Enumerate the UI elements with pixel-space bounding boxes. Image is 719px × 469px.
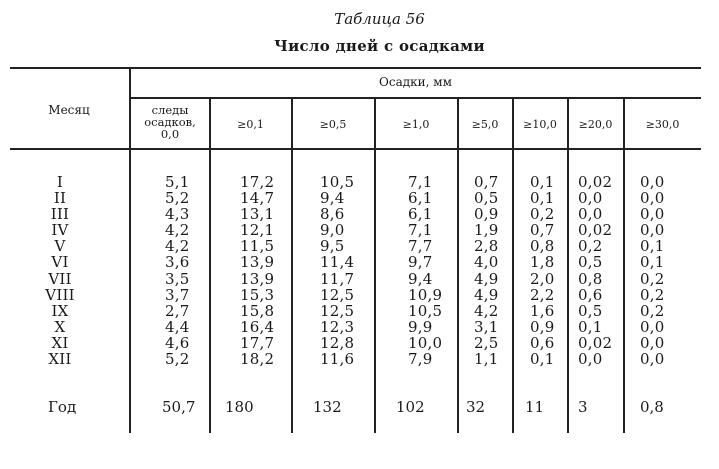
column-header-ge-0-1: ≥0,1: [237, 118, 264, 131]
column-header-traces: следы осадков, 0,0: [144, 103, 196, 141]
table-cell: 2,0: [530, 269, 555, 288]
column-divider: [567, 97, 569, 433]
column-divider: [623, 97, 625, 433]
table-cell: 15,8: [240, 301, 275, 320]
column-divider: [457, 97, 459, 433]
table-cell: 4,2: [165, 221, 190, 240]
ge-0-5-column: [320, 174, 354, 367]
table-cell: 0,9: [530, 317, 555, 336]
column-header-ge-1-0: ≥1,0: [402, 118, 430, 131]
table-cell: 15,3: [240, 285, 275, 304]
table-cell: 0,2: [640, 301, 665, 320]
table-cell: 6,1: [408, 205, 433, 224]
table-cell: 10,5: [408, 301, 443, 320]
table-cell: 4,3: [165, 205, 190, 224]
table-cell: 12,5: [320, 285, 355, 304]
table-cell: 0,0: [578, 205, 603, 224]
table-cell: 4,9: [474, 285, 499, 304]
table-cell: 1,9: [474, 221, 499, 240]
table-cell: 0,2: [578, 237, 603, 256]
column-divider: [512, 97, 514, 433]
year-total-ge-10-0: 11: [525, 398, 545, 416]
year-total-traces: 50,7: [162, 398, 196, 416]
table-cell: 0,02: [578, 333, 613, 352]
table-cell: 11,4: [320, 253, 355, 272]
table-cell: 6,1: [408, 189, 433, 208]
table-cell: 12,5: [320, 301, 355, 320]
table-cell: 5,2: [165, 350, 190, 369]
table-cell: 1,8: [530, 253, 555, 272]
ge-30-0-column: [640, 174, 664, 367]
table-cell: 3,5: [165, 269, 190, 288]
table-cell: 0,2: [640, 285, 665, 304]
table-cell: 9,0: [320, 221, 345, 240]
column-header-ge-10-0: ≥10,0: [523, 118, 557, 131]
traces-column: [165, 174, 189, 367]
table-cell: 17,2: [240, 173, 275, 191]
year-total-ge-5-0: 32: [466, 398, 486, 416]
table-cell: 10,9: [408, 285, 443, 304]
table-cell: 0,1: [530, 173, 555, 191]
year-total-ge-0-5: 132: [313, 398, 342, 416]
table-cell: 2,2: [530, 285, 555, 304]
table-cell: 0,8: [578, 269, 603, 288]
table-cell: 9,4: [408, 269, 433, 288]
table-cell: 13,9: [240, 269, 275, 288]
month-column: [30, 174, 90, 367]
month-label: V: [54, 237, 66, 256]
table-cell: 13,1: [240, 205, 275, 224]
table-cell: 8,6: [320, 205, 345, 224]
ge-5-0-column: [474, 174, 498, 367]
table-cell: 0,0: [578, 189, 603, 208]
column-divider: [374, 97, 376, 433]
table-number: Таблица 56: [334, 10, 425, 28]
table-cell: 0,1: [530, 189, 555, 208]
month-label: VIII: [45, 285, 75, 304]
column-header-ge-30-0: ≥30,0: [645, 118, 680, 131]
table-cell: 0,02: [578, 221, 613, 240]
table-cell: 13,9: [240, 253, 275, 272]
month-label: IV: [51, 221, 69, 240]
group-header-rule: [130, 97, 701, 99]
table-cell: 9,9: [408, 317, 433, 336]
column-header-ge-20-0: ≥20,0: [578, 118, 613, 131]
month-label: VII: [48, 269, 72, 288]
table-cell: 12,1: [240, 221, 275, 240]
column-header-ge-0-5: ≥0,5: [319, 118, 347, 131]
ge-0-1-column: [240, 174, 274, 367]
table-cell: 5,1: [165, 173, 190, 191]
table-cell: 5,2: [165, 189, 190, 208]
column-divider: [291, 97, 293, 433]
table-cell: 0,0: [640, 173, 665, 191]
table-cell: 4,6: [165, 333, 190, 352]
month-column-divider: [129, 67, 131, 433]
header-bottom-rule: [10, 148, 701, 150]
table-cell: 0,8: [530, 237, 555, 256]
column-header-ge-5-0: ≥5,0: [471, 118, 499, 131]
month-label: IX: [51, 301, 69, 320]
table-cell: 4,2: [474, 301, 499, 320]
table-cell: 12,3: [320, 317, 355, 336]
table-cell: 0,1: [530, 350, 555, 369]
table-cell: 7,1: [408, 173, 433, 191]
column-divider: [209, 97, 211, 433]
table-cell: 12,8: [320, 333, 355, 352]
table-cell: 3,1: [474, 317, 499, 336]
table-cell: 4,4: [165, 317, 190, 336]
table-title: Число дней с осадками: [274, 37, 485, 55]
year-total-ge-20-0: 3: [578, 398, 588, 416]
year-total-ge-30-0: 0,8: [640, 398, 664, 416]
table-cell: 4,2: [165, 237, 190, 256]
month-label: II: [53, 189, 67, 208]
table-cell: 2,5: [474, 333, 499, 352]
table-cell: 11,6: [320, 350, 355, 369]
year-total-ge-1-0: 102: [396, 398, 425, 416]
table-cell: 0,7: [474, 173, 499, 191]
table-cell: 10,0: [408, 333, 443, 352]
table-cell: 2,7: [165, 301, 190, 320]
table-cell: 0,9: [474, 205, 499, 224]
table-cell: 0,5: [578, 301, 603, 320]
table-cell: 0,1: [640, 237, 665, 256]
table-cell: 14,7: [240, 189, 275, 208]
table-cell: 0,0: [640, 333, 665, 352]
table-cell: 3,7: [165, 285, 190, 304]
ge-20-0-column: [578, 174, 612, 367]
table-cell: 0,2: [640, 269, 665, 288]
table-cell: 0,0: [640, 189, 665, 208]
month-label: XII: [48, 350, 72, 369]
table-cell: 4,0: [474, 253, 499, 272]
table-cell: 0,0: [640, 350, 665, 369]
month-label: VI: [51, 253, 69, 272]
table-cell: 0,2: [530, 205, 555, 224]
year-total-ge-0-1: 180: [225, 398, 254, 416]
table-cell: 17,7: [240, 333, 275, 352]
month-label: X: [54, 317, 66, 336]
table-cell: 9,4: [320, 189, 345, 208]
table-cell: 0,02: [578, 173, 613, 191]
table-cell: 0,1: [640, 253, 665, 272]
table-cell: 18,2: [240, 350, 275, 369]
table-cell: 0,5: [474, 189, 499, 208]
table-cell: 10,5: [320, 173, 355, 191]
table-cell: 11,5: [240, 237, 275, 256]
ge-10-0-column: [530, 174, 554, 367]
table-cell: 7,9: [408, 350, 433, 369]
table-cell: 7,7: [408, 237, 433, 256]
table-cell: 1,1: [474, 350, 499, 369]
table-cell: 2,8: [474, 237, 499, 256]
table-cell: 16,4: [240, 317, 275, 336]
month-column-header: Месяц: [48, 103, 90, 117]
precipitation-group-header: Осадки, мм: [379, 75, 452, 89]
table-cell: 3,6: [165, 253, 190, 272]
table-cell: 0,6: [530, 333, 555, 352]
month-label: XI: [51, 333, 69, 352]
table-cell: 0,6: [578, 285, 603, 304]
table-cell: 1,6: [530, 301, 555, 320]
year-label: Год: [48, 398, 77, 416]
table-cell: 0,7: [530, 221, 555, 240]
table-cell: 0,0: [640, 205, 665, 224]
table-cell: 0,0: [640, 317, 665, 336]
table-cell: 0,0: [578, 350, 603, 369]
month-label: I: [56, 173, 64, 191]
ge-1-0-column: [408, 174, 442, 367]
table-cell: 7,1: [408, 221, 433, 240]
table-cell: 4,9: [474, 269, 499, 288]
table-cell: 0,5: [578, 253, 603, 272]
table-cell: 9,7: [408, 253, 433, 272]
table-cell: 11,7: [320, 269, 355, 288]
table-top-rule: [10, 67, 701, 69]
table-cell: 0,0: [640, 221, 665, 240]
table-cell: 9,5: [320, 237, 345, 256]
month-label: III: [50, 205, 70, 224]
table-cell: 0,1: [578, 317, 603, 336]
